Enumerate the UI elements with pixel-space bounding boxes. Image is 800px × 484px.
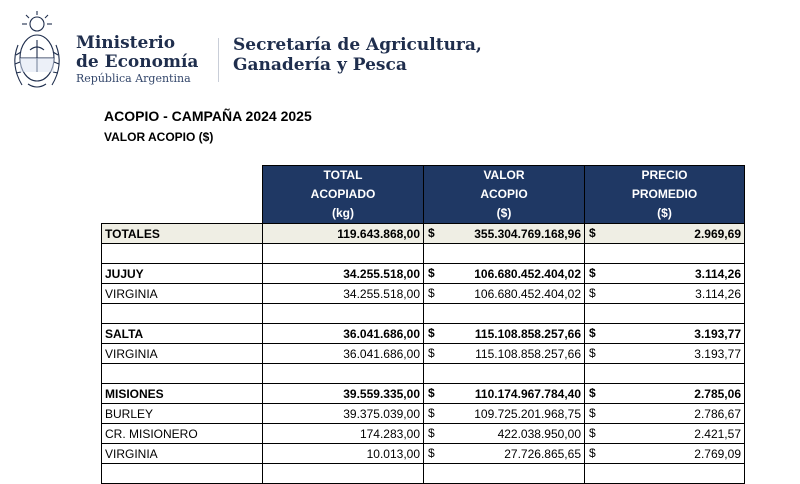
- kg-value: 34.255.518,00: [263, 264, 424, 284]
- precio-value: 3.114,26: [695, 286, 741, 301]
- empty-cell: [102, 464, 263, 484]
- valor-cell: [424, 404, 585, 424]
- valor-value: 355.304.769.168,96: [474, 226, 581, 241]
- kg-value: 36.041.686,00: [263, 324, 424, 344]
- precio-cell: [585, 324, 745, 344]
- header-line: VALOR: [483, 168, 525, 182]
- valor-cell: [424, 444, 585, 464]
- empty-cell: [585, 304, 745, 324]
- spacer-row: [102, 244, 745, 264]
- currency-symbol: $: [589, 406, 596, 420]
- empty-cell: [585, 364, 745, 384]
- table-row: [102, 424, 745, 444]
- currency-symbol: $: [589, 226, 596, 240]
- precio-cell: [585, 344, 745, 364]
- empty-cell: [102, 244, 263, 264]
- empty-cell: [424, 464, 585, 484]
- secretariat-line1: Secretaría de Agricultura,: [233, 35, 482, 55]
- header-valor-acopio: [424, 166, 585, 224]
- ministry-line1: Ministerio: [76, 33, 176, 53]
- header-line: ($): [657, 206, 672, 220]
- empty-cell: [263, 364, 424, 384]
- precio-cell: [585, 224, 745, 244]
- empty-cell: [585, 244, 745, 264]
- row-label: SALTA: [102, 324, 263, 344]
- precio-cell: [585, 384, 745, 404]
- valor-value: 106.680.452.404,02: [474, 286, 581, 301]
- precio-value: 3.193,77: [694, 326, 741, 341]
- valor-cell: [424, 264, 585, 284]
- precio-value: 2.421,57: [694, 426, 741, 441]
- currency-symbol: $: [428, 226, 435, 240]
- currency-symbol: $: [589, 386, 596, 400]
- currency-symbol: $: [428, 346, 435, 360]
- currency-symbol: $: [589, 286, 596, 300]
- valor-value: 422.038.950,00: [497, 426, 581, 441]
- row-label: VIRGINIA: [102, 344, 263, 364]
- table-row: [102, 444, 745, 464]
- kg-value: 36.041.686,00: [263, 344, 424, 364]
- ministry-line3: República Argentina: [76, 72, 191, 85]
- spacer-row: [102, 364, 745, 384]
- currency-symbol: $: [428, 426, 435, 440]
- province-row: [102, 264, 745, 284]
- currency-symbol: $: [589, 346, 596, 360]
- report-subtitle: VALOR ACOPIO ($): [104, 130, 214, 144]
- empty-cell: [102, 364, 263, 384]
- kg-value: 119.643.868,00: [263, 224, 424, 244]
- kg-value: 39.375.039,00: [263, 404, 424, 424]
- totals-row: [102, 224, 745, 244]
- currency-symbol: $: [428, 286, 435, 300]
- header-divider: [218, 38, 219, 82]
- precio-value: 2.969,69: [694, 226, 741, 241]
- header-precio-promedio: [585, 166, 745, 224]
- table-header-row: [102, 166, 745, 224]
- empty-cell: [424, 244, 585, 264]
- valor-cell: [424, 384, 585, 404]
- ministry-name: [76, 34, 198, 85]
- spacer-row: [102, 304, 745, 324]
- ministry-line2: de Economía: [76, 52, 199, 72]
- precio-value: 3.193,77: [694, 346, 741, 361]
- secretariat-line2: Ganadería y Pesca: [233, 55, 407, 75]
- empty-cell: [585, 464, 745, 484]
- precio-cell: [585, 404, 745, 424]
- header-line: ($): [496, 206, 512, 220]
- table-row: [102, 284, 745, 304]
- valor-value: 27.726.865,65: [504, 446, 581, 461]
- currency-symbol: $: [428, 406, 435, 420]
- precio-value: 2.769,09: [694, 446, 741, 461]
- table-row: [102, 344, 745, 364]
- valor-value: 106.680.452.404,02: [474, 266, 581, 281]
- empty-cell: [102, 304, 263, 324]
- currency-symbol: $: [589, 266, 596, 280]
- precio-value: 2.786,67: [694, 406, 741, 421]
- precio-value: 2.785,06: [694, 386, 741, 401]
- valor-value: 115.108.858.257,66: [474, 326, 581, 341]
- secretariat-name: [233, 35, 482, 75]
- kg-value: 10.013,00: [263, 444, 424, 464]
- valor-cell: [424, 224, 585, 244]
- valor-cell: [424, 324, 585, 344]
- kg-value: 34.255.518,00: [263, 284, 424, 304]
- header-line: PROMEDIO: [631, 187, 698, 201]
- spacer-row: [102, 464, 745, 484]
- report-title: ACOPIO - CAMPAÑA 2024 2025: [104, 108, 312, 124]
- currency-symbol: $: [428, 266, 435, 280]
- acopio-table: [101, 165, 745, 484]
- row-label: CR. MISIONERO: [102, 424, 263, 444]
- empty-cell: [424, 304, 585, 324]
- table-row: [102, 404, 745, 424]
- precio-cell: [585, 424, 745, 444]
- empty-cell: [424, 364, 585, 384]
- valor-cell: [424, 344, 585, 364]
- currency-symbol: $: [589, 446, 596, 460]
- empty-cell: [263, 464, 424, 484]
- precio-cell: [585, 284, 745, 304]
- header-line: ACOPIADO: [310, 187, 376, 201]
- valor-value: 110.174.967.784,40: [474, 386, 581, 401]
- precio-cell: [585, 264, 745, 284]
- precio-value: 3.114,26: [694, 266, 741, 281]
- currency-symbol: $: [428, 326, 435, 340]
- valor-value: 109.725.201.968,75: [474, 406, 581, 421]
- precio-cell: [585, 444, 745, 464]
- row-label: MISIONES: [102, 384, 263, 404]
- page-header: [0, 0, 800, 100]
- valor-cell: [424, 284, 585, 304]
- header-blank-cell: [102, 166, 263, 224]
- row-label: TOTALES: [102, 224, 263, 244]
- currency-symbol: $: [428, 386, 435, 400]
- row-label: JUJUY: [102, 264, 263, 284]
- header-line: PRECIO: [641, 168, 688, 182]
- row-label: VIRGINIA: [102, 444, 263, 464]
- row-label: VIRGINIA: [102, 284, 263, 304]
- coat-of-arms-icon: [8, 10, 66, 94]
- valor-value: 115.108.858.257,66: [475, 346, 581, 361]
- currency-symbol: $: [428, 446, 435, 460]
- kg-value: 39.559.335,00: [263, 384, 424, 404]
- header-line: (kg): [332, 206, 354, 220]
- empty-cell: [263, 304, 424, 324]
- valor-cell: [424, 424, 585, 444]
- province-row: [102, 384, 745, 404]
- currency-symbol: $: [589, 426, 596, 440]
- currency-symbol: $: [589, 326, 596, 340]
- kg-value: 174.283,00: [263, 424, 424, 444]
- row-label: BURLEY: [102, 404, 263, 424]
- empty-cell: [263, 244, 424, 264]
- province-row: [102, 324, 745, 344]
- header-line: TOTAL: [323, 168, 363, 182]
- header-line: ACOPIO: [480, 187, 528, 201]
- header-total-acopiado: [263, 166, 424, 224]
